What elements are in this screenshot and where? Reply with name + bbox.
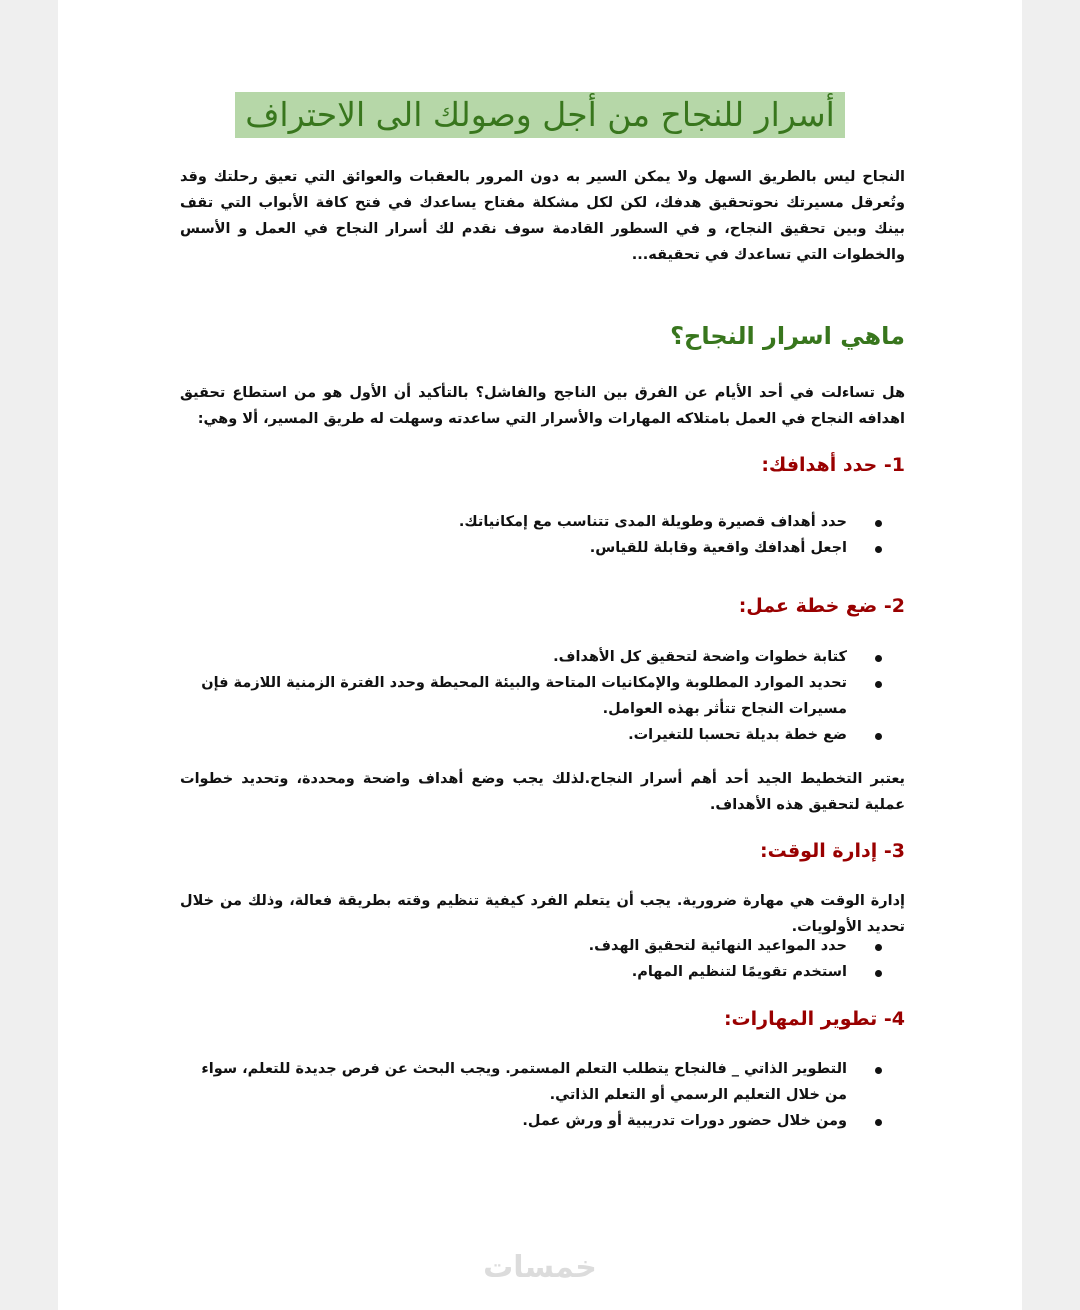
list-item: ضع خطة بديلة تحسبا للتغيرات.: [180, 722, 847, 748]
list-item: التطوير الذاتي _ فالنجاح يتطلب التعلم المستمر. ويجب البحث عن فرص جديدة للتعلم، سواء من خلال التعليم الرسمي أو التعلم الذاتي.: [180, 1056, 847, 1108]
section-intro: هل تساءلت في أحد الأيام عن الفرق بين الناجح والفاشل؟ بالتأكيد أن الأول هو من استطاع تحقيق اهدافه النجاح في العمل بامتلاكه المهارات والأسرار التي ساعدته وسهلت له طريق المسير، ألا وهي:: [180, 385, 905, 427]
secret-2-note: يعتبر التخطيط الجيد أحد أهم أسرار النجاح.لذلك يجب وضع أهداف واضحة ومحددة، وتحديد خطوات عملية لتحقيق هذه الأهداف.: [180, 771, 905, 813]
secret-2-heading: 2- ضع خطة عمل:: [738, 595, 905, 617]
secret-3-intro: إدارة الوقت هي مهارة ضرورية. يجب أن يتعلم الفرد كيفية تنظيم وقته بطريقة فعالة، وذلك من خلال تحديد الأولويات.: [180, 893, 905, 935]
secret-1-list: [180, 509, 905, 561]
secret-3-heading: 3- إدارة الوقت:: [760, 840, 905, 862]
list-item: استخدم تقويمًا لتنظيم المهام.: [180, 959, 847, 985]
document-title: أسرار للنجاح من أجل وصولك الى الاحتراف: [235, 92, 845, 138]
secret-4-list: [180, 1056, 905, 1134]
secret-3-list: [180, 933, 905, 985]
list-item: تحديد الموارد المطلوبة والإمكانيات المتاحة والبيئة المحيطة وحدد الفترة الزمنية اللازمة فإن مسيرات النجاح تتأثر بهذه العوامل.: [180, 670, 847, 722]
list-item: اجعل أهدافك واقعية وقابلة للقياس.: [180, 535, 847, 561]
section-heading: ماهي اسرار النجاح؟: [670, 322, 905, 350]
secret-4-heading: 4- تطوير المهارات:: [723, 1008, 905, 1030]
watermark-logo: خمسات: [483, 1250, 597, 1285]
document-page: [58, 0, 1022, 1310]
list-item: ومن خلال حضور دورات تدريبية أو ورش عمل.: [180, 1108, 847, 1134]
intro-paragraph: النجاح ليس بالطريق السهل ولا يمكن السير به دون المرور بالعقبات والعوائق التي تعيق رحلتك وقد وتُعرقل مسيرتك نحوتحقيق هدفك، لكن لكل مشكلة مفتاح يساعدك في فتح كافة الأبواب التي تقف بينك وبين تحقيق النجاح، و في السطور القادمة سوف نقدم لك أسرار النجاح في العمل و الأسس والخطوات التي تساعدك في تحقيقه...: [180, 169, 905, 263]
list-item: حدد المواعيد النهائية لتحقيق الهدف.: [180, 933, 847, 959]
list-item: حدد أهداف قصيرة وطويلة المدى تتناسب مع إمكانياتك.: [180, 509, 847, 535]
secret-2-list: [180, 644, 905, 748]
list-item: كتابة خطوات واضحة لتحقيق كل الأهداف.: [180, 644, 847, 670]
secret-1-heading: 1- حدد أهدافك:: [761, 454, 905, 476]
